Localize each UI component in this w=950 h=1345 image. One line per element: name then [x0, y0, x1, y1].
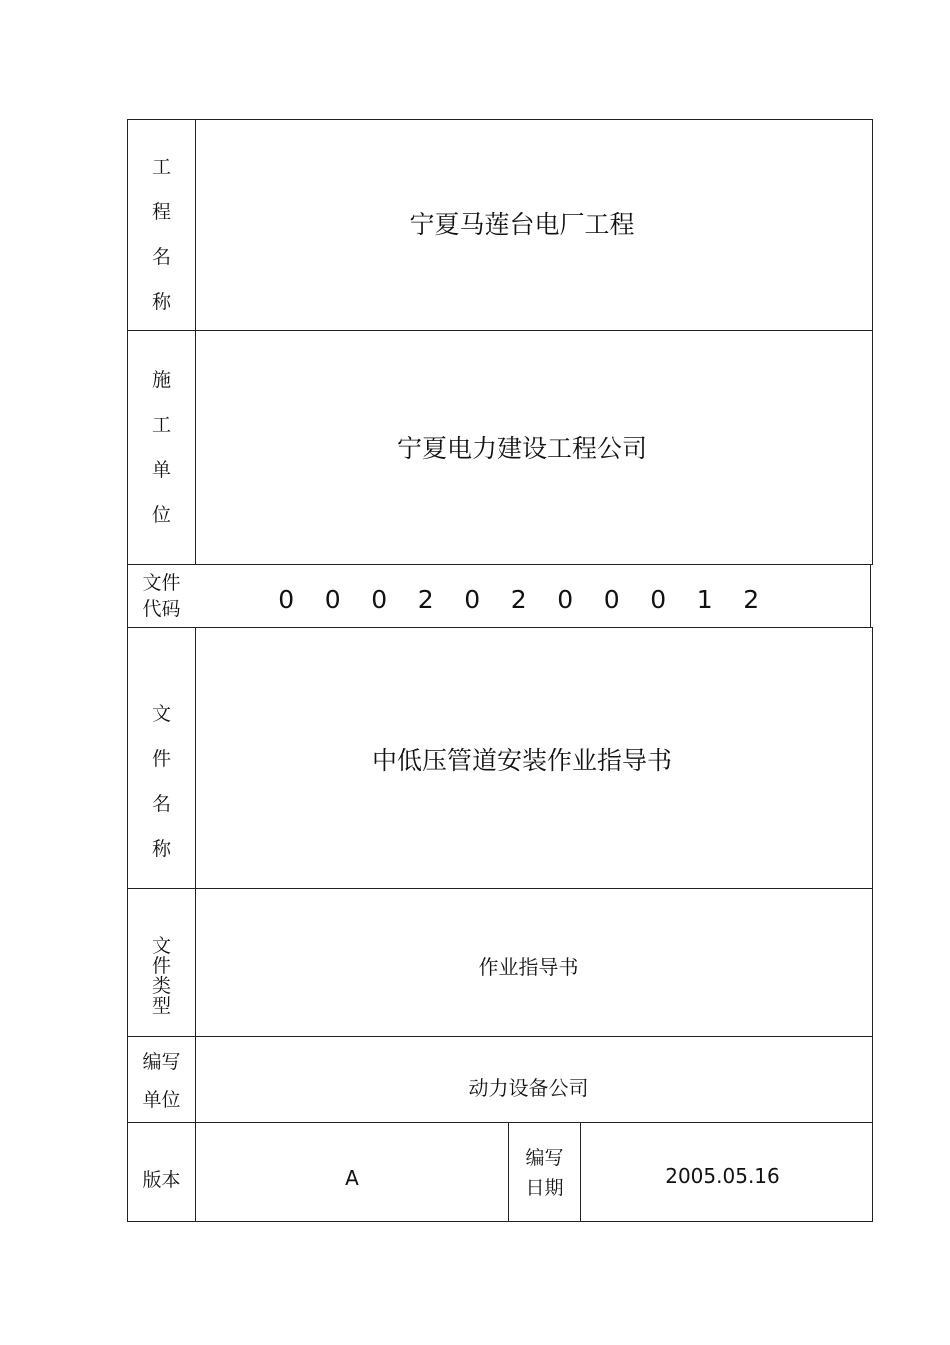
code-digit: 2	[743, 584, 760, 614]
row-divider	[127, 330, 873, 331]
row-divider	[127, 888, 873, 889]
file-name-label	[128, 692, 195, 872]
contractor-value: 宁夏电力建设工程公司	[396, 434, 647, 463]
code-digit: 0	[603, 584, 620, 614]
file-type-label	[128, 930, 195, 1022]
label-line: 编写	[525, 1147, 564, 1169]
code-digit: 0	[557, 584, 574, 614]
label-char: 称	[151, 838, 171, 860]
write-date-value: 2005.05.16	[665, 1164, 780, 1188]
label-char: 工	[151, 414, 171, 436]
row-divider	[127, 564, 873, 565]
label-line: 代码	[142, 598, 181, 620]
code-digit: 0	[371, 584, 388, 614]
row-divider	[127, 627, 873, 628]
write-date-label	[509, 1141, 580, 1205]
table-border-right	[872, 627, 873, 1222]
code-digit: 1	[696, 584, 713, 614]
author-unit-label	[128, 1042, 195, 1120]
file-code-value	[263, 578, 783, 620]
label-line: 文件	[142, 572, 181, 594]
file-type-value: 作业指导书	[478, 954, 579, 979]
label-char: 型	[151, 995, 171, 1017]
code-digit: 0	[650, 584, 667, 614]
label-char: 位	[151, 504, 171, 526]
table-border-right	[872, 119, 873, 565]
label-char: 名	[151, 793, 171, 815]
label-char: 文	[151, 703, 171, 725]
table-border-right	[870, 564, 871, 628]
label-char: 件	[151, 955, 171, 977]
column-divider	[195, 627, 196, 1222]
version-label	[128, 1158, 195, 1198]
label-char: 件	[151, 748, 171, 770]
row-divider	[127, 1036, 873, 1037]
table-border-bottom	[127, 1221, 873, 1222]
code-digit: 0	[324, 584, 341, 614]
project-name-value: 宁夏马莲台电厂工程	[409, 210, 635, 239]
file-code-label	[128, 566, 195, 626]
label-line: 日期	[525, 1177, 564, 1199]
label-char: 程	[151, 201, 171, 223]
label-char: 文	[151, 935, 171, 957]
label-char: 施	[151, 369, 171, 391]
label-line: 单位	[142, 1089, 181, 1111]
label-line: 编写	[142, 1051, 181, 1073]
label-char: 称	[151, 291, 171, 313]
code-digit: 2	[510, 584, 527, 614]
label-char: 类	[151, 975, 171, 997]
label-char: 名	[151, 246, 171, 268]
row-divider	[127, 1122, 873, 1123]
table-border-top	[127, 119, 873, 120]
label-char: 单	[151, 459, 171, 481]
label-char: 工	[151, 156, 171, 178]
author-unit-value: 动力设备公司	[468, 1075, 589, 1100]
column-divider	[195, 119, 196, 565]
code-digit: 2	[417, 584, 434, 614]
file-name-value: 中低压管道安装作业指导书	[371, 746, 672, 775]
version-label-text: 版本	[142, 1168, 181, 1191]
version-value: A	[345, 1166, 359, 1190]
contractor-label	[128, 358, 195, 538]
project-name-label	[128, 150, 195, 320]
code-digit: 0	[464, 584, 481, 614]
code-digit: 0	[278, 584, 295, 614]
